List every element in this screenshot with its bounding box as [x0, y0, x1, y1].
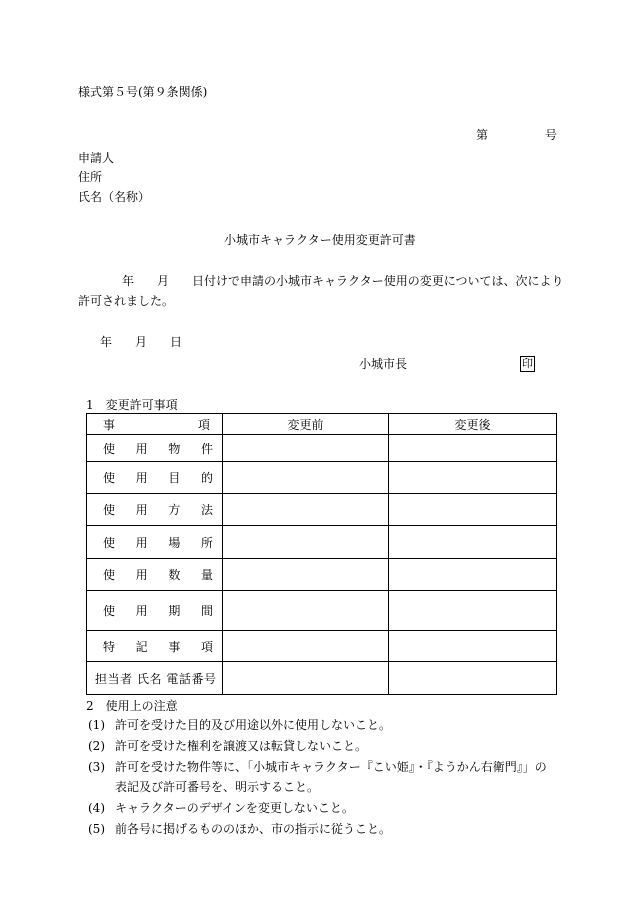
row-label: 使 用 期 間	[87, 591, 223, 631]
date-year: 年	[100, 335, 113, 349]
seal-box: 印	[522, 357, 533, 370]
body-year: 年	[122, 274, 135, 288]
section-1-title: 1 変更許可事項	[86, 398, 178, 412]
before-cell[interactable]	[223, 494, 389, 526]
note-text: 許可を受けた目的及び用途以外に使用しないこと。	[115, 718, 392, 732]
note-text: 表記及び許可番号を、明示すること。	[115, 780, 320, 794]
after-cell[interactable]	[389, 559, 557, 591]
after-cell[interactable]	[389, 462, 557, 494]
body-line-1: 日付けで申請の小城市キャラクター使用の変更については、次により	[192, 274, 564, 288]
before-cell[interactable]	[223, 435, 389, 462]
row-label: 担当者 氏名 電話番号	[87, 662, 223, 695]
section-2-title: 2 使用上の注意	[86, 699, 178, 713]
change-items-table	[86, 413, 557, 695]
row-label: 使 用 数 量	[87, 559, 223, 591]
row-label: 使 用 物 件	[87, 435, 223, 462]
address-label: 住所	[78, 170, 103, 184]
note-number: (3)	[88, 760, 105, 774]
table-row	[87, 494, 557, 526]
after-cell[interactable]	[389, 494, 557, 526]
note-item	[88, 801, 354, 815]
note-number: (5)	[88, 822, 105, 836]
doc-number-suffix: 号	[545, 128, 558, 142]
note-number: (2)	[88, 739, 105, 753]
name-label: 氏名（名称）	[78, 190, 151, 204]
column-header-after: 変更後	[389, 414, 557, 435]
note-text: 許可を受けた権利を譲渡又は転貸しないこと。	[115, 739, 368, 753]
row-label: 特 記 事 項	[87, 631, 223, 662]
table-row	[87, 559, 557, 591]
note-item	[88, 718, 391, 732]
note-number: (1)	[88, 718, 105, 732]
document-title: 小城市キャラクター使用変更許可書	[224, 233, 416, 247]
row-label: 使 用 場 所	[87, 526, 223, 559]
table-header-row	[87, 414, 557, 435]
mayor-label: 小城市長	[359, 357, 408, 371]
before-cell[interactable]	[223, 559, 389, 591]
before-cell[interactable]	[223, 662, 389, 695]
before-cell[interactable]	[223, 591, 389, 631]
after-cell[interactable]	[389, 435, 557, 462]
before-cell[interactable]	[223, 631, 389, 662]
note-text: 許可を受けた物件等に、「小城市キャラクター『こい姫』・『ようかん右衛門』」の	[115, 760, 547, 774]
table-row	[87, 462, 557, 494]
note-item	[88, 822, 391, 836]
doc-number-prefix: 第	[476, 128, 489, 142]
before-cell[interactable]	[223, 526, 389, 559]
form-number: 様式第５号(第９条関係)	[78, 85, 208, 99]
after-cell[interactable]	[389, 526, 557, 559]
table-row	[87, 435, 557, 462]
column-header-before: 変更前	[223, 414, 389, 435]
column-header-item: 事 項	[87, 414, 223, 435]
row-label: 使 用 目 的	[87, 462, 223, 494]
after-cell[interactable]	[389, 631, 557, 662]
table-row	[87, 631, 557, 662]
date-day: 日	[170, 335, 183, 349]
note-number: (4)	[88, 801, 105, 815]
table-row	[87, 662, 557, 695]
applicant-label: 申請人	[78, 151, 115, 165]
body-line-2: 許可されました。	[78, 294, 175, 308]
note-item	[88, 739, 367, 753]
note-item	[88, 760, 547, 774]
note-item	[88, 780, 319, 794]
note-text: キャラクターのデザインを変更しないこと。	[115, 801, 354, 815]
after-cell[interactable]	[389, 662, 557, 695]
date-month: 月	[135, 335, 148, 349]
after-cell[interactable]	[389, 591, 557, 631]
before-cell[interactable]	[223, 462, 389, 494]
table-row	[87, 591, 557, 631]
note-text: 前各号に掲げるもののほか、市の指示に従うこと。	[115, 822, 392, 836]
table-row	[87, 526, 557, 559]
body-month: 月	[157, 274, 170, 288]
row-label: 使 用 方 法	[87, 494, 223, 526]
